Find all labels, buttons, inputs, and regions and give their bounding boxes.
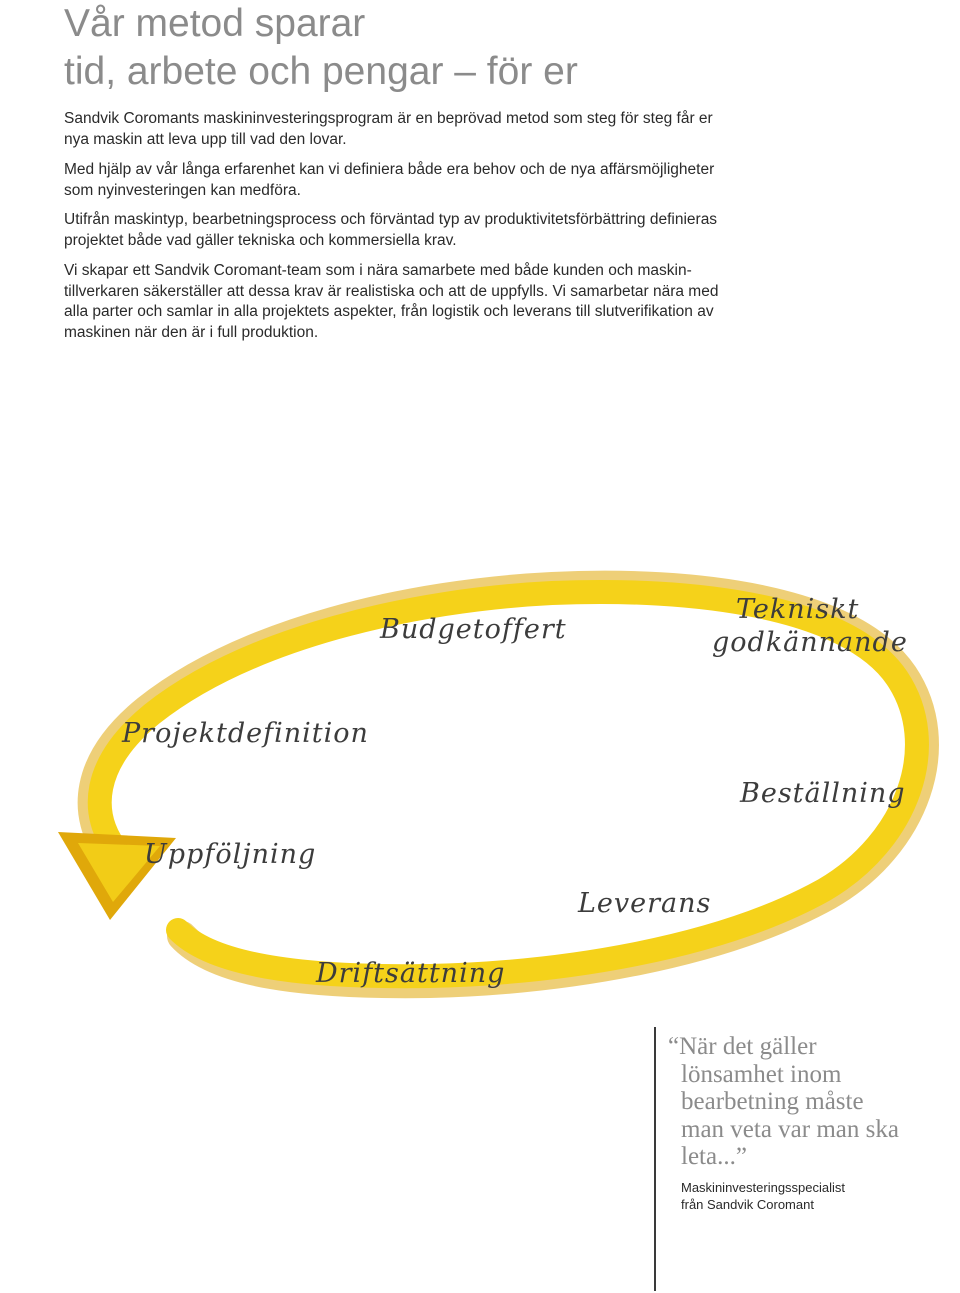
stage-leverans: Leverans [578, 888, 712, 919]
paragraph-line: alla parter och samlar in alla projektets aspekter, från logistik och leverans till slutverifikation av [64, 303, 714, 320]
paragraph-line: Med hjälp av vår långa erfarenhet kan vi definiera både era behov och de nya affärsmöjligheter [64, 161, 715, 178]
paragraph-line: maskinen när den är i full produktion. [64, 323, 319, 341]
pull-quote [668, 1033, 938, 1171]
stage-driftsattning: Driftsättning [316, 958, 506, 989]
attribution-line: från Sandvik Coromant [681, 1197, 814, 1212]
paragraph-line: projektet både vad gäller tekniska och kommersiella krav. [64, 231, 457, 249]
stage-godkannande: godkännande [712, 627, 908, 658]
quote-line: lönsamhet inom [681, 1060, 842, 1088]
paragraph-line: som nyinvesteringen kan medföra. [64, 181, 301, 199]
quote-line: man veta var man ska [681, 1115, 899, 1143]
attribution-line: Maskininvesteringsspecialist [681, 1180, 846, 1195]
quote-attribution [681, 1179, 845, 1213]
team-paragraph [64, 261, 804, 343]
process-cycle-diagram [0, 560, 960, 1020]
stage-uppfoljning: Uppföljning [144, 839, 317, 870]
paragraph-line: Utifrån maskintyp, bearbetningsprocess och förväntad typ av produktivitetsförbättring definieras [64, 211, 718, 228]
quote-divider [654, 1027, 656, 1291]
page-heading-line: Vår metod sparar [64, 2, 366, 45]
quote-line: “När det gäller [668, 1033, 817, 1060]
paragraph-line: Vi skapar ett Sandvik Coromant-team som i nära samarbete med både kunden och maskin- [64, 262, 692, 279]
stage-budgetoffert: Budgetoffert [380, 614, 567, 645]
paragraph-line: Sandvik Coromants maskininvesteringsprogram är en beprövad metod som steg för steg får er [64, 110, 713, 127]
intro-paragraph [64, 109, 804, 150]
stage-projektdefinition: Projektdefinition [122, 718, 369, 749]
stage-tekniskt: Tekniskt [736, 594, 860, 625]
quote-line: leta...” [681, 1143, 747, 1170]
stage-bestallning: Beställning [740, 778, 906, 809]
experience-paragraph [64, 160, 804, 201]
paragraph-line: nya maskin att leva upp till vad den lovar. [64, 130, 347, 148]
paragraph-line: tillverkaren säkerställer att dessa krav är realistiska och att de uppfylls. Vi samarbetar nära med [64, 282, 719, 300]
page-heading [64, 0, 578, 96]
requirements-paragraph [64, 210, 804, 251]
page-heading-line: tid, arbete och pengar – för er [64, 50, 578, 93]
quote-line: bearbetning måste [681, 1088, 864, 1115]
